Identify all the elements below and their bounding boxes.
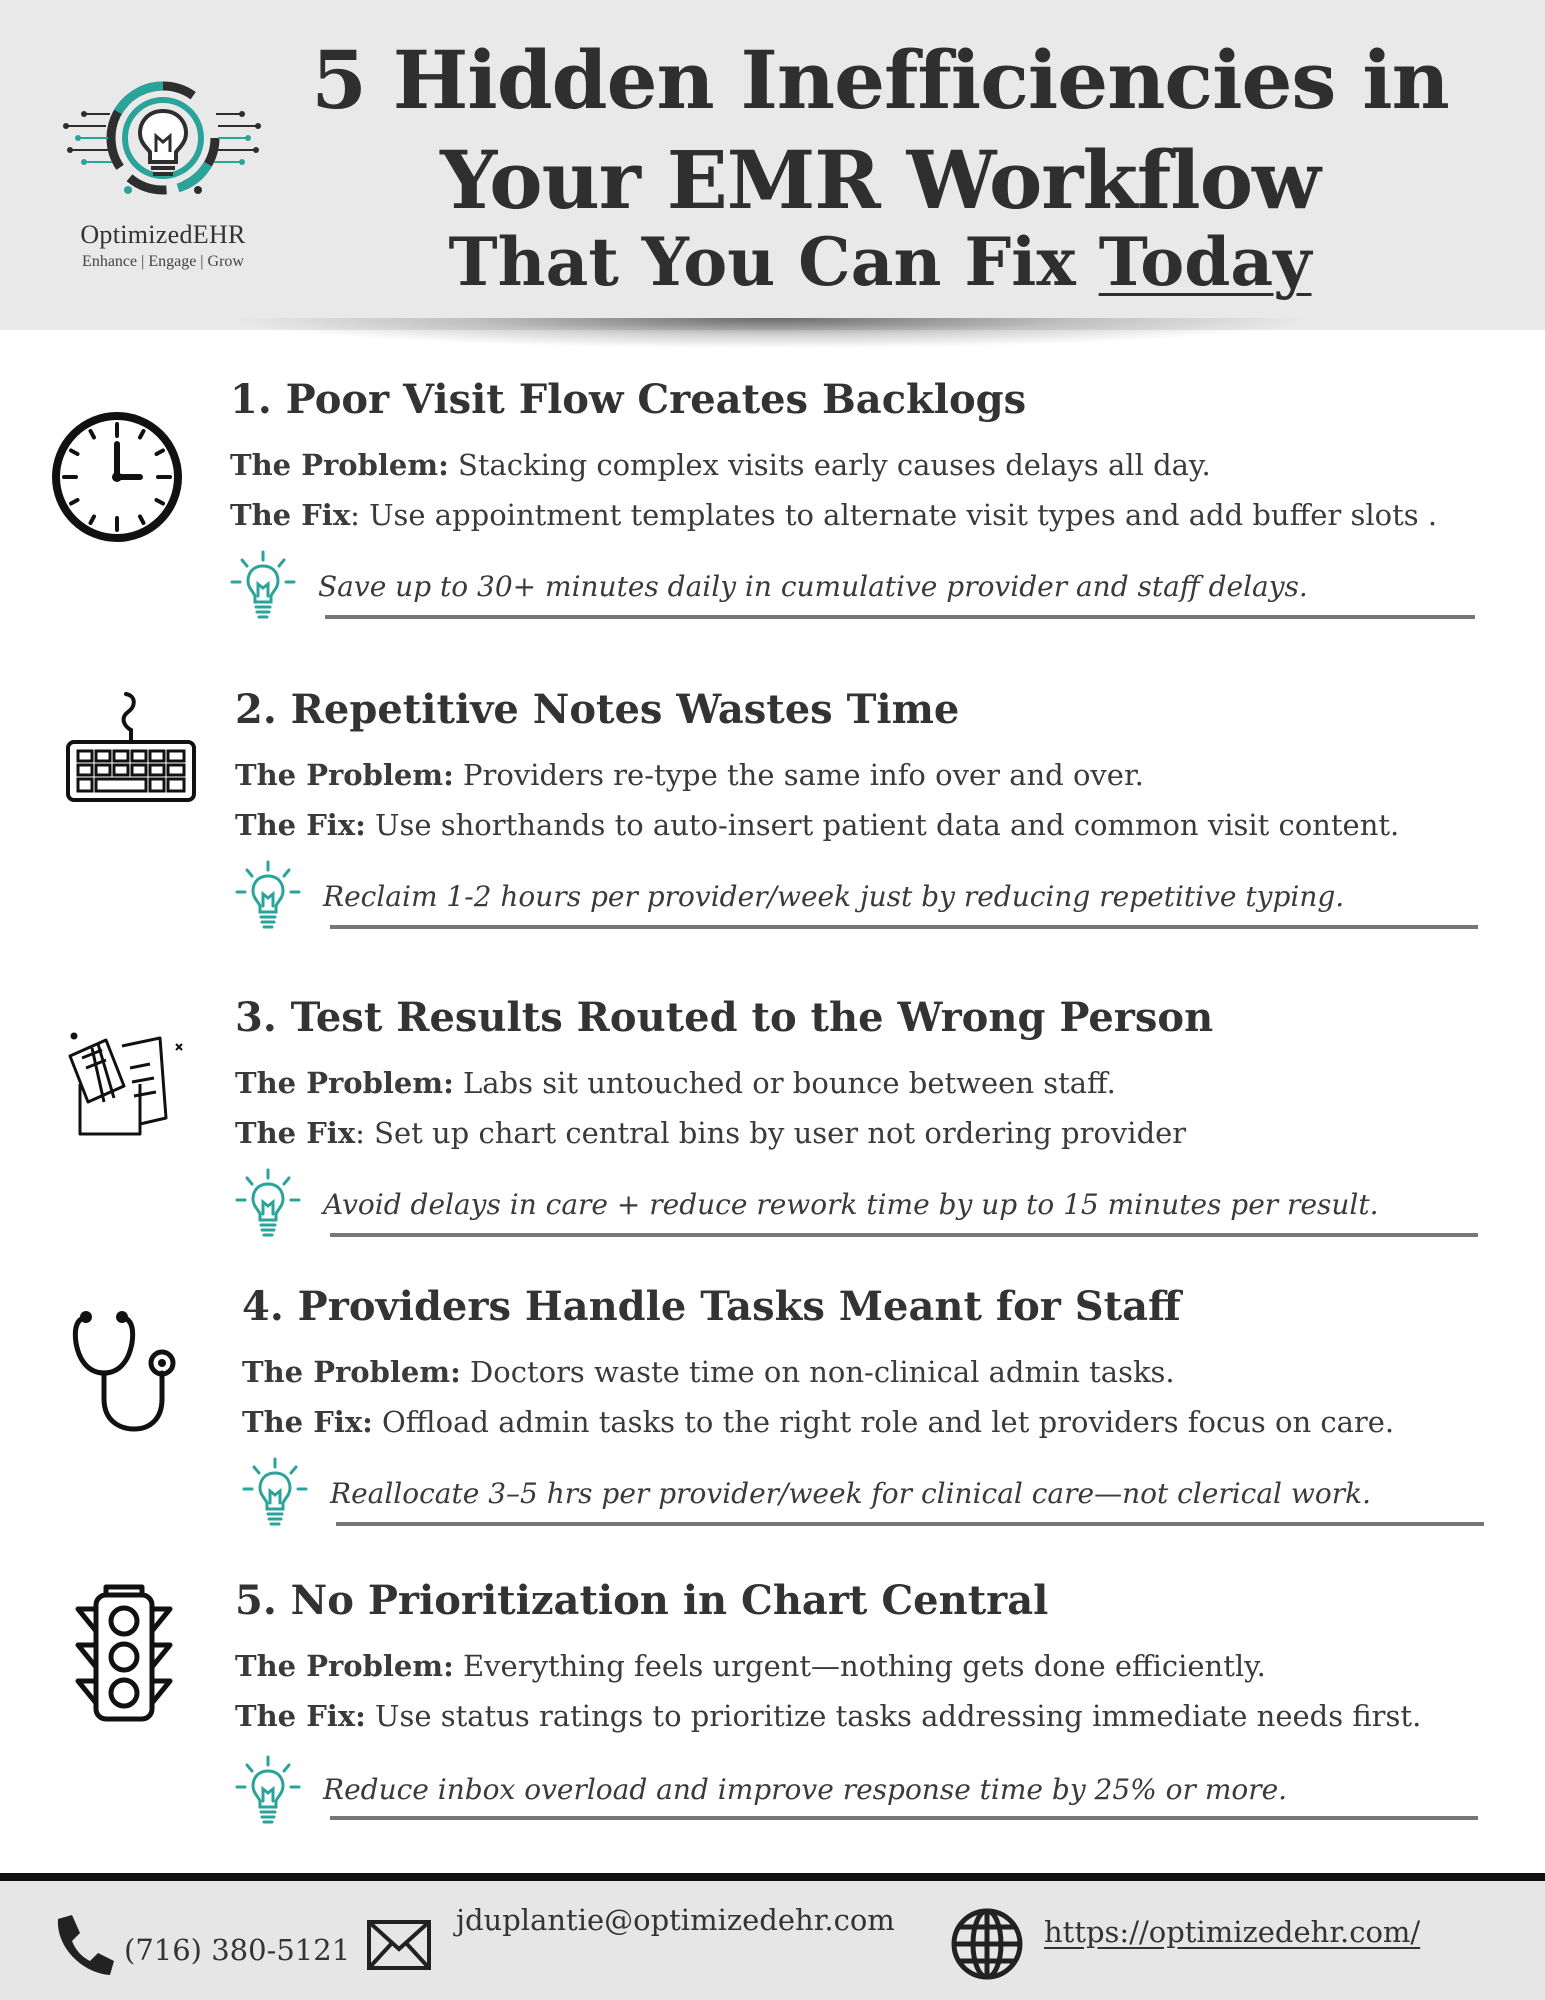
tip-text: Save up to 30+ minutes daily in cumulative provider and staff delays. [318,570,1308,603]
fix-line [230,498,1437,532]
lightbulb-logo-icon [58,78,268,218]
fix-line [235,1699,1421,1733]
title-line-1: 5 Hidden Inefficiencies in [311,33,1449,127]
fix-text: Offload admin tasks to the right role and let providers focus on care. [372,1405,1395,1439]
tip-underline [330,1816,1478,1820]
problem-line [235,1066,1116,1100]
fix-label: The Fix [230,498,351,532]
problem-label: The Problem: [235,1066,454,1100]
website-link[interactable]: https://optimizedehr.com/ [1044,1915,1421,1949]
tip-underline [325,615,1475,619]
problem-line [230,448,1211,482]
fix-text: : Use appointment templates to alternate visit types and add buffer slots . [350,498,1438,532]
fix-label: The Fix: [235,1699,366,1733]
tip-text: Reallocate 3–5 hrs per provider/week for clinical care—not clerical work. [330,1477,1371,1510]
section-5 [0,1571,1545,1871]
problem-label: The Problem: [235,1649,454,1683]
email-address[interactable]: jduplantie@optimizedehr.com [456,1903,895,1937]
globe-icon [950,1907,1024,1981]
tip-underline [330,1233,1478,1237]
fix-line [235,808,1399,842]
footer-divider [0,1873,1545,1881]
section-heading: 1. Poor Visit Flow Creates Backlogs [230,376,1027,423]
fix-text: Use status ratings to prioritize tasks addressing immediate needs first. [365,1699,1422,1733]
section-2 [0,680,1545,980]
problem-label: The Problem: [230,448,449,482]
problem-line [235,1649,1266,1683]
section-3 [0,988,1545,1288]
section-heading: 3. Test Results Routed to the Wrong Person [235,994,1214,1041]
fix-label: The Fix: [235,808,366,842]
lightbulb-icon [233,860,303,934]
section-heading: 2. Repetitive Notes Wastes Time [235,686,960,733]
tip-text: Reclaim 1-2 hours per provider/week just by reducing repetitive typing. [323,880,1345,913]
logo [58,78,268,288]
fix-line [242,1405,1394,1439]
logo-tagline: Enhance | Engage | Grow [82,253,244,270]
stethoscope-icon [72,1307,188,1433]
tip-text: Reduce inbox overload and improve response time by 25% or more. [323,1773,1288,1806]
title-line-3-underlined: Today [1098,223,1312,301]
lightbulb-icon [233,1168,303,1242]
problem-label: The Problem: [235,758,454,792]
problem-text: Stacking complex visits early causes delays all day. [448,448,1211,482]
traffic-light-icon [72,1583,176,1723]
phone-icon [52,1913,114,1977]
problem-line [235,758,1144,792]
lightbulb-icon [240,1457,310,1531]
section-heading: 4. Providers Handle Tasks Meant for Staff [242,1283,1181,1330]
problem-text: Everything feels urgent—nothing gets done efficiently. [453,1649,1266,1683]
title-line-2: Your EMR Workflow [440,133,1320,227]
title-line-3-prefix: That You Can Fix [448,223,1099,301]
section-1 [0,370,1545,670]
section-4 [0,1277,1545,1577]
title-line-3 [280,222,1480,302]
problem-text: Labs sit untouched or bounce between staff. [453,1066,1116,1100]
phone-number[interactable]: (716) 380-5121 [124,1933,351,1967]
fix-text: Use shorthands to auto-insert patient data and common visit content. [365,808,1400,842]
problem-text: Doctors waste time on non-clinical admin tasks. [460,1355,1175,1389]
problem-text: Providers re-type the same info over and over. [453,758,1144,792]
logo-name: OptimizedEHR [80,220,246,249]
file-box-icon [62,1028,192,1138]
problem-line [242,1355,1175,1389]
footer [0,1881,1545,2000]
fix-label: The Fix [235,1116,356,1150]
section-heading: 5. No Prioritization in Chart Central [235,1577,1049,1624]
header-shadow [240,318,1300,348]
keyboard-icon [64,690,198,804]
email-icon [366,1919,432,1971]
lightbulb-icon [233,1755,303,1829]
problem-label: The Problem: [242,1355,461,1389]
fix-line [235,1116,1186,1150]
tip-underline [330,925,1478,929]
clock-icon [50,410,184,544]
fix-text: : Set up chart central bins by user not ordering provider [355,1116,1187,1150]
lightbulb-icon [228,550,298,624]
fix-label: The Fix: [242,1405,373,1439]
tip-text: Avoid delays in care + reduce rework time by up to 15 minutes per result. [323,1188,1379,1221]
tip-underline [336,1522,1484,1526]
